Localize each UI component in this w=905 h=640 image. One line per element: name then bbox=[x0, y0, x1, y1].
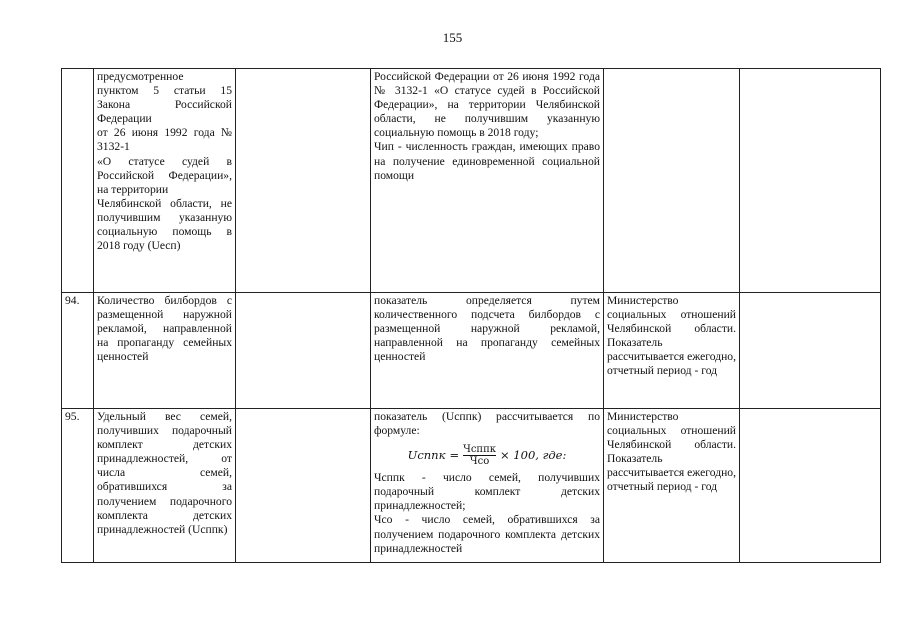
formula bbox=[374, 440, 600, 470]
indicator-cell bbox=[94, 69, 236, 293]
table-row bbox=[62, 409, 881, 563]
row-number: 95. bbox=[62, 409, 94, 563]
method-intro: показатель (Uсппк) рассчитывается по формуле: bbox=[374, 410, 600, 438]
formula-lhs: Uсппк bbox=[407, 448, 446, 463]
responsible-cell bbox=[604, 69, 740, 293]
formula-rhs: × 100, где: bbox=[500, 448, 567, 463]
formula-denominator: Чсо bbox=[469, 455, 490, 467]
empty-cell bbox=[740, 69, 881, 293]
row-number bbox=[62, 69, 94, 293]
method-cell bbox=[371, 69, 604, 293]
table-row bbox=[62, 293, 881, 409]
table-row bbox=[62, 69, 881, 293]
indicator-cell: Удельный вес семей, получивших подарочный комплект детских принадлежностей, от числа семей, обратившихся за получением подарочного комплекта детских принадлежностей (Uсппк) bbox=[94, 409, 236, 563]
formula-fraction bbox=[463, 444, 496, 467]
indicator-cell: Количество билбордов с размещенной наружной рекламой, направленной на пропаганду семейных ценностей bbox=[94, 293, 236, 409]
empty-cell bbox=[236, 409, 371, 563]
method-cell: показатель определяется путем количественного подсчета билбордов с размещенной наружной рекламой, направленной на пропаганду семейных ценностей bbox=[371, 293, 604, 409]
definition-line: Чсо - число семей, обратившихся за получением подарочного комплекта детских принадлежностей bbox=[374, 513, 600, 555]
indicator-text: предусмотренное пунктом 5 статьи 15 Закона Российской Федерации от 26 июня 1992 года № 3132-1 «О статусе судей в Российской Федерации», на территории Челябинской области, не получившим указанную социальную помощь в 2018 году (Uесп) bbox=[97, 70, 232, 253]
row-number: 94. bbox=[62, 293, 94, 409]
method-text: Российской Федерации от 26 июня 1992 года № 3132-1 «О статусе судей в Российской Федерации», на территории Челябинской области, не получившим указанную социальную помощь в 2018 году; Чип - численность граждан, имеющих право на получение единовременной социальной помощи bbox=[374, 70, 600, 182]
page-number: 155 bbox=[442, 30, 463, 45]
responsible-cell: Министерство социальных отношений Челябинской области. Показатель рассчитывается ежегодно, отчетный период - год bbox=[604, 409, 740, 563]
method-cell bbox=[371, 409, 604, 563]
empty-cell bbox=[236, 293, 371, 409]
formula-numerator: Чсппк bbox=[463, 443, 497, 455]
empty-cell bbox=[236, 69, 371, 293]
indicators-table bbox=[61, 68, 881, 563]
empty-cell bbox=[740, 409, 881, 563]
responsible-cell: Министерство социальных отношений Челябинской области. Показатель рассчитывается ежегодно, отчетный период - год bbox=[604, 293, 740, 409]
empty-cell bbox=[740, 293, 881, 409]
definition-line: Чсппк - число семей, получивших подарочный комплект детских принадлежностей; bbox=[374, 471, 600, 513]
formula-equals: = bbox=[449, 448, 460, 463]
